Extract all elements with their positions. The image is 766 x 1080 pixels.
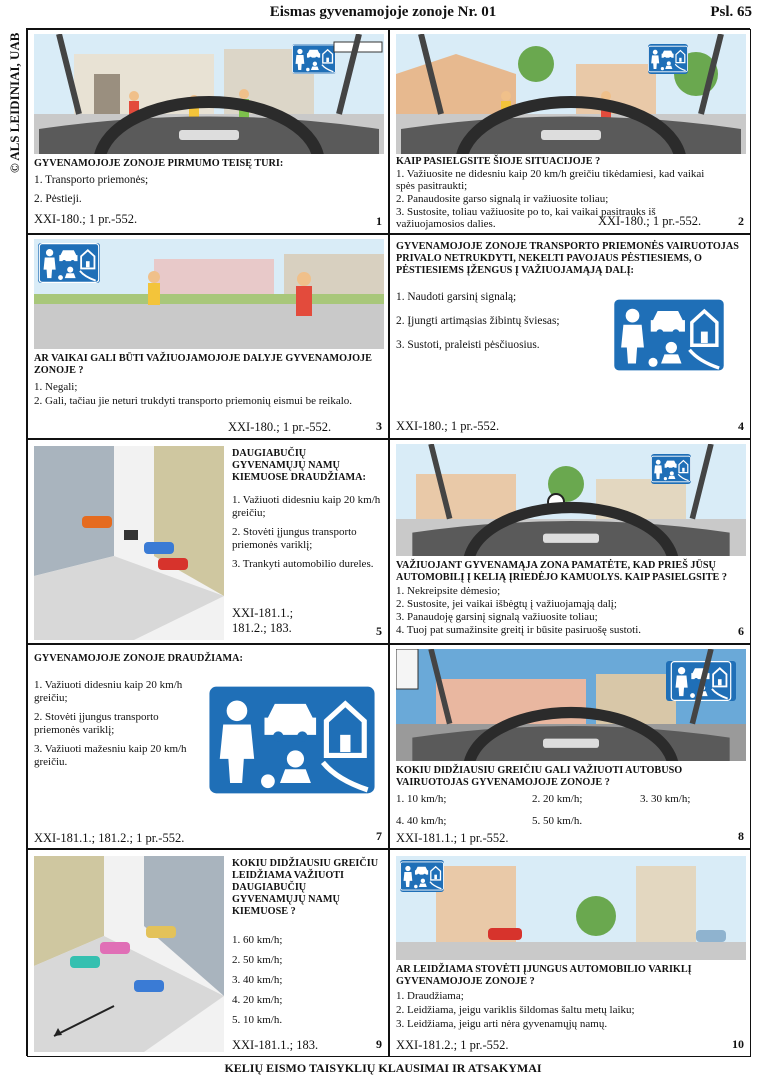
card-number: 10 <box>732 1037 744 1051</box>
driver-view-illustration <box>34 34 384 154</box>
answer-option[interactable]: 3. 40 km/h; <box>232 974 283 986</box>
answer-option[interactable]: 1. Negali; <box>34 381 78 393</box>
bus-driver-view-illustration <box>396 649 746 761</box>
card-10 <box>389 849 751 1057</box>
answer-list <box>396 990 746 1032</box>
answer-option[interactable]: 2. Sustosite, jei vaikai išbėgtų į važiuojamąją dalį; <box>396 598 617 610</box>
answer-option[interactable]: 4. Tuoj pat sumažinsite greitį ir būsite pasiruošę sustoti. <box>396 624 642 636</box>
card-number: 2 <box>738 214 744 228</box>
answer-option[interactable]: 3. 30 km/h; <box>640 793 691 805</box>
children-on-road-illustration <box>34 239 384 349</box>
answer-option[interactable]: 1. Nekreipsite dėmesio; <box>396 585 501 597</box>
question-text: AR VAIKAI GALI BŪTI VAŽIUOJAMOJOJE DALYJE GYVENAMOJOJE ZONOJE ? <box>34 353 372 376</box>
living-zone-sign-icon <box>612 297 726 373</box>
question-text: KOKIU DIDŽIAUSIU GREIČIU LEIDŽIAMA VAŽIUOTI DAUGIABUČIŲ GYVENAMŲJŲ NAMŲ KIEMUOSE ? <box>232 858 379 917</box>
answer-list <box>34 174 384 212</box>
card-9 <box>27 849 389 1057</box>
answer-option[interactable]: 2. Gali, tačiau jie neturi trukdyti transporto priemonių eismui be reikalo. <box>34 395 353 407</box>
card-number: 7 <box>376 829 382 843</box>
answer-list <box>34 679 204 775</box>
answer-option[interactable]: 2. 50 km/h; <box>232 954 283 966</box>
question-text: KAIP PASIELGSITE ŠIOJE SITUACIJOJE ? <box>396 156 601 167</box>
courtyard-cars-illustration <box>34 856 224 1052</box>
parked-car-street-illustration <box>396 856 746 960</box>
answer-option[interactable]: 2. Panaudosite garso signalą ir važiuosite toliau; <box>396 193 609 205</box>
answer-list <box>232 934 382 1033</box>
page-title: Eismas gyvenamojoje zonoje Nr. 01 <box>269 4 497 20</box>
legal-reference: XXI-181.1.; 1 pr.-552. <box>396 831 509 845</box>
answer-option[interactable]: 2. Stovėti įjungus transporto priemonės variklį; <box>232 526 357 551</box>
card-6 <box>389 439 751 644</box>
answer-option[interactable]: 1. 60 km/h; <box>232 934 283 946</box>
card-8 <box>389 644 751 849</box>
driver-view-illustration <box>396 34 746 154</box>
card-number: 9 <box>376 1037 382 1051</box>
legal-reference: XXI-181.2.; 1 pr.-552. <box>396 1038 509 1052</box>
legal-reference: XXI-181.1.; 183. <box>232 1038 319 1052</box>
legal-reference: XXI-180.; 1 pr.-552. <box>598 214 702 228</box>
legal-reference: XXI-181.1.; 181.2.; 183. <box>232 606 294 635</box>
question-text: DAUGIABUČIŲ GYVENAMŲJŲ NAMŲ KIEMUOSE DRAUDŽIAMA: <box>232 448 366 483</box>
question-text: GYVENAMOJOJE ZONOJE PIRMUMO TEISĘ TURI: <box>34 158 284 169</box>
card-number: 4 <box>738 419 744 433</box>
answer-option[interactable]: 2. Stovėti įjungus transporto priemonės variklį; <box>34 711 159 736</box>
legal-reference: XXI-180.; 1 pr.-552. <box>396 419 500 433</box>
card-number: 1 <box>376 214 382 228</box>
card-1 <box>27 29 389 234</box>
page-number: Psl. 65 <box>710 4 752 20</box>
answer-option[interactable]: 3. Leidžiama, jeigu arti nėra gyvenamųjų namų. <box>396 1018 608 1030</box>
question-text: AR LEIDŽIAMA STOVĖTI ĮJUNGUS AUTOMOBILIO VARIKLĮ GYVENAMOJOJE ZONOJE ? <box>396 964 692 987</box>
answer-option[interactable]: 1. 10 km/h; <box>396 793 447 805</box>
question-text: GYVENAMOJOJE ZONOJE TRANSPORTO PRIEMONĖS VAIRUOTOJAS PRIVALO NETRUKDYTI, NEKELTI PAVOJAUS PĖSTIESIEMS, O PĖSTIESIEMS ĮŽENGUS Į VAŽIUOJAMĄJĄ DALĮ: <box>396 241 739 276</box>
driver-view-ball-illustration <box>396 444 746 556</box>
legal-reference: XXI-181.1.; 181.2.; 1 pr.-552. <box>34 831 185 845</box>
answer-option[interactable]: 5. 10 km/h. <box>232 1014 283 1026</box>
courtyard-illustration <box>34 446 224 640</box>
answer-option[interactable]: 3. Trankyti automobilio dureles. <box>232 558 374 570</box>
card-number: 8 <box>738 829 744 843</box>
answer-option[interactable]: 2. Įjungti artimąsias žibintų šviesas; <box>396 315 560 327</box>
answer-option[interactable]: 1. Naudoti garsinį signalą; <box>396 291 517 303</box>
answer-option[interactable]: 1. Važiuoti didesniu kaip 20 km/h greičiu; <box>34 679 183 704</box>
answer-list <box>396 585 746 637</box>
answer-option[interactable]: 1. Važiuosite ne didesniu kaip 20 km/h greičiu tikėdamiesi, kad vaikai spės pasitraukti; <box>396 168 705 192</box>
answer-option[interactable]: 2. 20 km/h; <box>532 793 583 805</box>
answer-option[interactable]: 3. Sustoti, praleisti pėsčiuosius. <box>396 339 540 351</box>
card-2 <box>389 29 751 234</box>
card-3 <box>27 234 389 439</box>
answer-list <box>396 291 596 358</box>
card-7 <box>27 644 389 849</box>
answer-option[interactable]: 4. 20 km/h; <box>232 994 283 1006</box>
legal-reference: XXI-180.; 1 pr.-552. <box>228 420 332 434</box>
question-text: VAŽIUOJANT GYVENAMĄJA ZONA PAMATĖTE, KAD PRIEŠ JŪSŲ AUTOMOBILĮ Į KELIĄ ĮRIEDĖJO KAMUOLYS. KAIP PASIELGSITE ? <box>396 560 727 583</box>
answer-option[interactable]: 5. 50 km/h. <box>532 815 583 827</box>
card-5 <box>27 439 389 644</box>
answer-option[interactable]: 2. Leidžiama, jeigu variklis šildomas šaltu metų laiku; <box>396 1004 635 1016</box>
card-number: 3 <box>376 419 382 433</box>
footer-title: KELIŲ EISMO TAISYKLIŲ KLAUSIMAI IR ATSAKYMAI <box>224 1061 542 1075</box>
copyright: © ALS LEIDINIAI, UAB <box>7 32 22 173</box>
card-4 <box>389 234 751 439</box>
living-zone-sign-icon <box>206 683 378 797</box>
answer-option[interactable]: 3. Važiuoti mažesniu kaip 20 km/h greičiu. <box>34 743 187 768</box>
quiz-grid <box>26 28 750 1056</box>
question-text: GYVENAMOJOJE ZONOJE DRAUDŽIAMA: <box>34 653 243 664</box>
question-text: KOKIU DIDŽIAUSIU GREIČIU GALI VAŽIUOTI AUTOBUSO VAIRUOTOJAS GYVENAMOJOJE ZONOJE ? <box>396 765 683 788</box>
card-number: 5 <box>376 624 382 638</box>
answer-option[interactable]: 4. 40 km/h; <box>396 815 447 827</box>
answer-option[interactable]: 1. Draudžiama; <box>396 990 464 1002</box>
answer-option[interactable]: 1. Važiuoti didesniu kaip 20 km/h greičiu; <box>232 494 381 519</box>
answer-option[interactable]: 3. Panaudoję garsinį signalą važiuosite toliau; <box>396 611 598 623</box>
answer-option[interactable]: 2. Pėstieji. <box>34 193 82 205</box>
card-number: 6 <box>738 624 744 638</box>
answer-option[interactable]: 3. Sustosite, toliau važiuosite po to, kai vaikai pasitrauks iš važiuojamosios dalies. <box>396 206 656 230</box>
legal-reference: XXI-180.; 1 pr.-552. <box>34 212 138 226</box>
answer-option[interactable]: 1. Transporto priemonės; <box>34 174 149 186</box>
answer-list <box>232 494 382 577</box>
answer-list <box>34 381 380 409</box>
